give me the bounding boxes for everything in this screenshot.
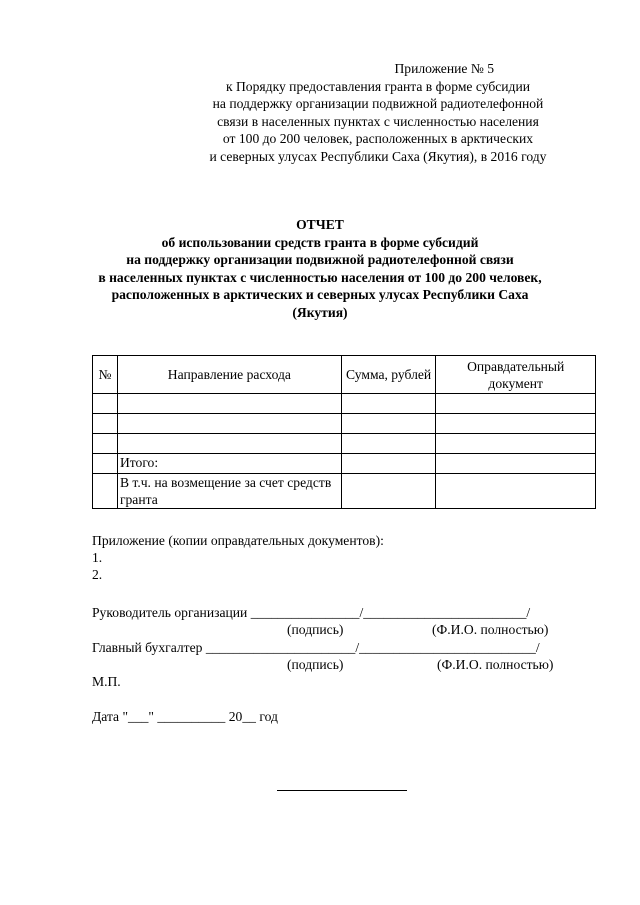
title-line: на поддержку организации подвижной радиотелефонной связи [126, 252, 514, 267]
table-header-row [93, 356, 596, 394]
grant-sum-cell[interactable] [341, 474, 436, 509]
table-cell[interactable] [117, 434, 341, 454]
table-cell [93, 474, 118, 509]
attachment-item: 2. [92, 567, 103, 582]
table-row [93, 414, 596, 434]
table-grant-row [93, 474, 596, 509]
grant-label: В т.ч. на возмещение за счет средств гранта [117, 474, 341, 509]
appendix-line: и северных улусах Республики Саха (Якутия), в 2016 году [209, 148, 547, 164]
table-cell[interactable] [436, 394, 596, 414]
stamp-label: М.П. [92, 674, 121, 689]
table-cell[interactable] [341, 394, 436, 414]
appendix-line: к Порядку предоставления гранта в форме субсидии [225, 78, 531, 94]
appendix-line: связи в населенных пунктах с численностью населения [217, 113, 539, 129]
col-document-header: Оправдательный документ [436, 356, 596, 394]
col-direction-header: Направление расхода [117, 356, 341, 394]
table-cell[interactable] [436, 454, 596, 474]
head-signature-line: Руководитель организации ________________/________________________/ [92, 605, 531, 620]
table-cell[interactable] [117, 414, 341, 434]
table-cell[interactable] [341, 434, 436, 454]
table-cell[interactable] [436, 434, 596, 454]
acc-name-caption: (Ф.И.О. полностью) [437, 657, 554, 672]
report-title [60, 216, 580, 321]
acc-sign-caption: (подпись) [287, 657, 344, 672]
bottom-divider [277, 790, 407, 791]
accountant-signature-line: Главный бухгалтер ______________________/__________________________/ [92, 640, 540, 655]
table-row [93, 434, 596, 454]
date-line: Дата "___" __________ 20__ год [92, 709, 278, 724]
table-total-row [93, 454, 596, 474]
total-sum-cell[interactable] [341, 454, 436, 474]
attachments-label: Приложение (копии оправдательных документов): [92, 533, 384, 548]
table-cell[interactable] [436, 474, 596, 509]
title-line: в населенных пунктах с численностью населения от 100 до 200 человек, [98, 269, 542, 285]
table-cell[interactable] [436, 414, 596, 434]
attachments-block [92, 532, 612, 583]
appendix-line: от 100 до 200 человек, расположенных в арктических [222, 131, 534, 146]
attachment-item: 1. [92, 550, 103, 565]
table-cell[interactable] [93, 394, 118, 414]
table-cell[interactable] [93, 434, 118, 454]
head-sign-caption: (подпись) [287, 622, 344, 637]
expense-table [92, 355, 596, 509]
title-line: (Якутия) [292, 304, 348, 320]
table-row [93, 394, 596, 414]
title-main: ОТЧЕТ [296, 217, 344, 232]
head-name-caption: (Ф.И.О. полностью) [432, 622, 549, 637]
table-cell [93, 454, 118, 474]
col-sum-header: Сумма, рублей [341, 356, 436, 394]
appendix-number: Приложение № 5 [394, 61, 494, 76]
title-line: расположенных в арктических и северных улусах Республики Саха [111, 287, 529, 302]
table-cell[interactable] [117, 394, 341, 414]
table-cell[interactable] [341, 414, 436, 434]
col-number-header: № [93, 356, 118, 394]
title-line: об использовании средств гранта в форме субсидий [161, 234, 479, 250]
appendix-header [168, 60, 588, 165]
table-cell[interactable] [93, 414, 118, 434]
appendix-line: на поддержку организации подвижной радиотелефонной [212, 96, 544, 111]
total-label: Итого: [117, 454, 341, 474]
